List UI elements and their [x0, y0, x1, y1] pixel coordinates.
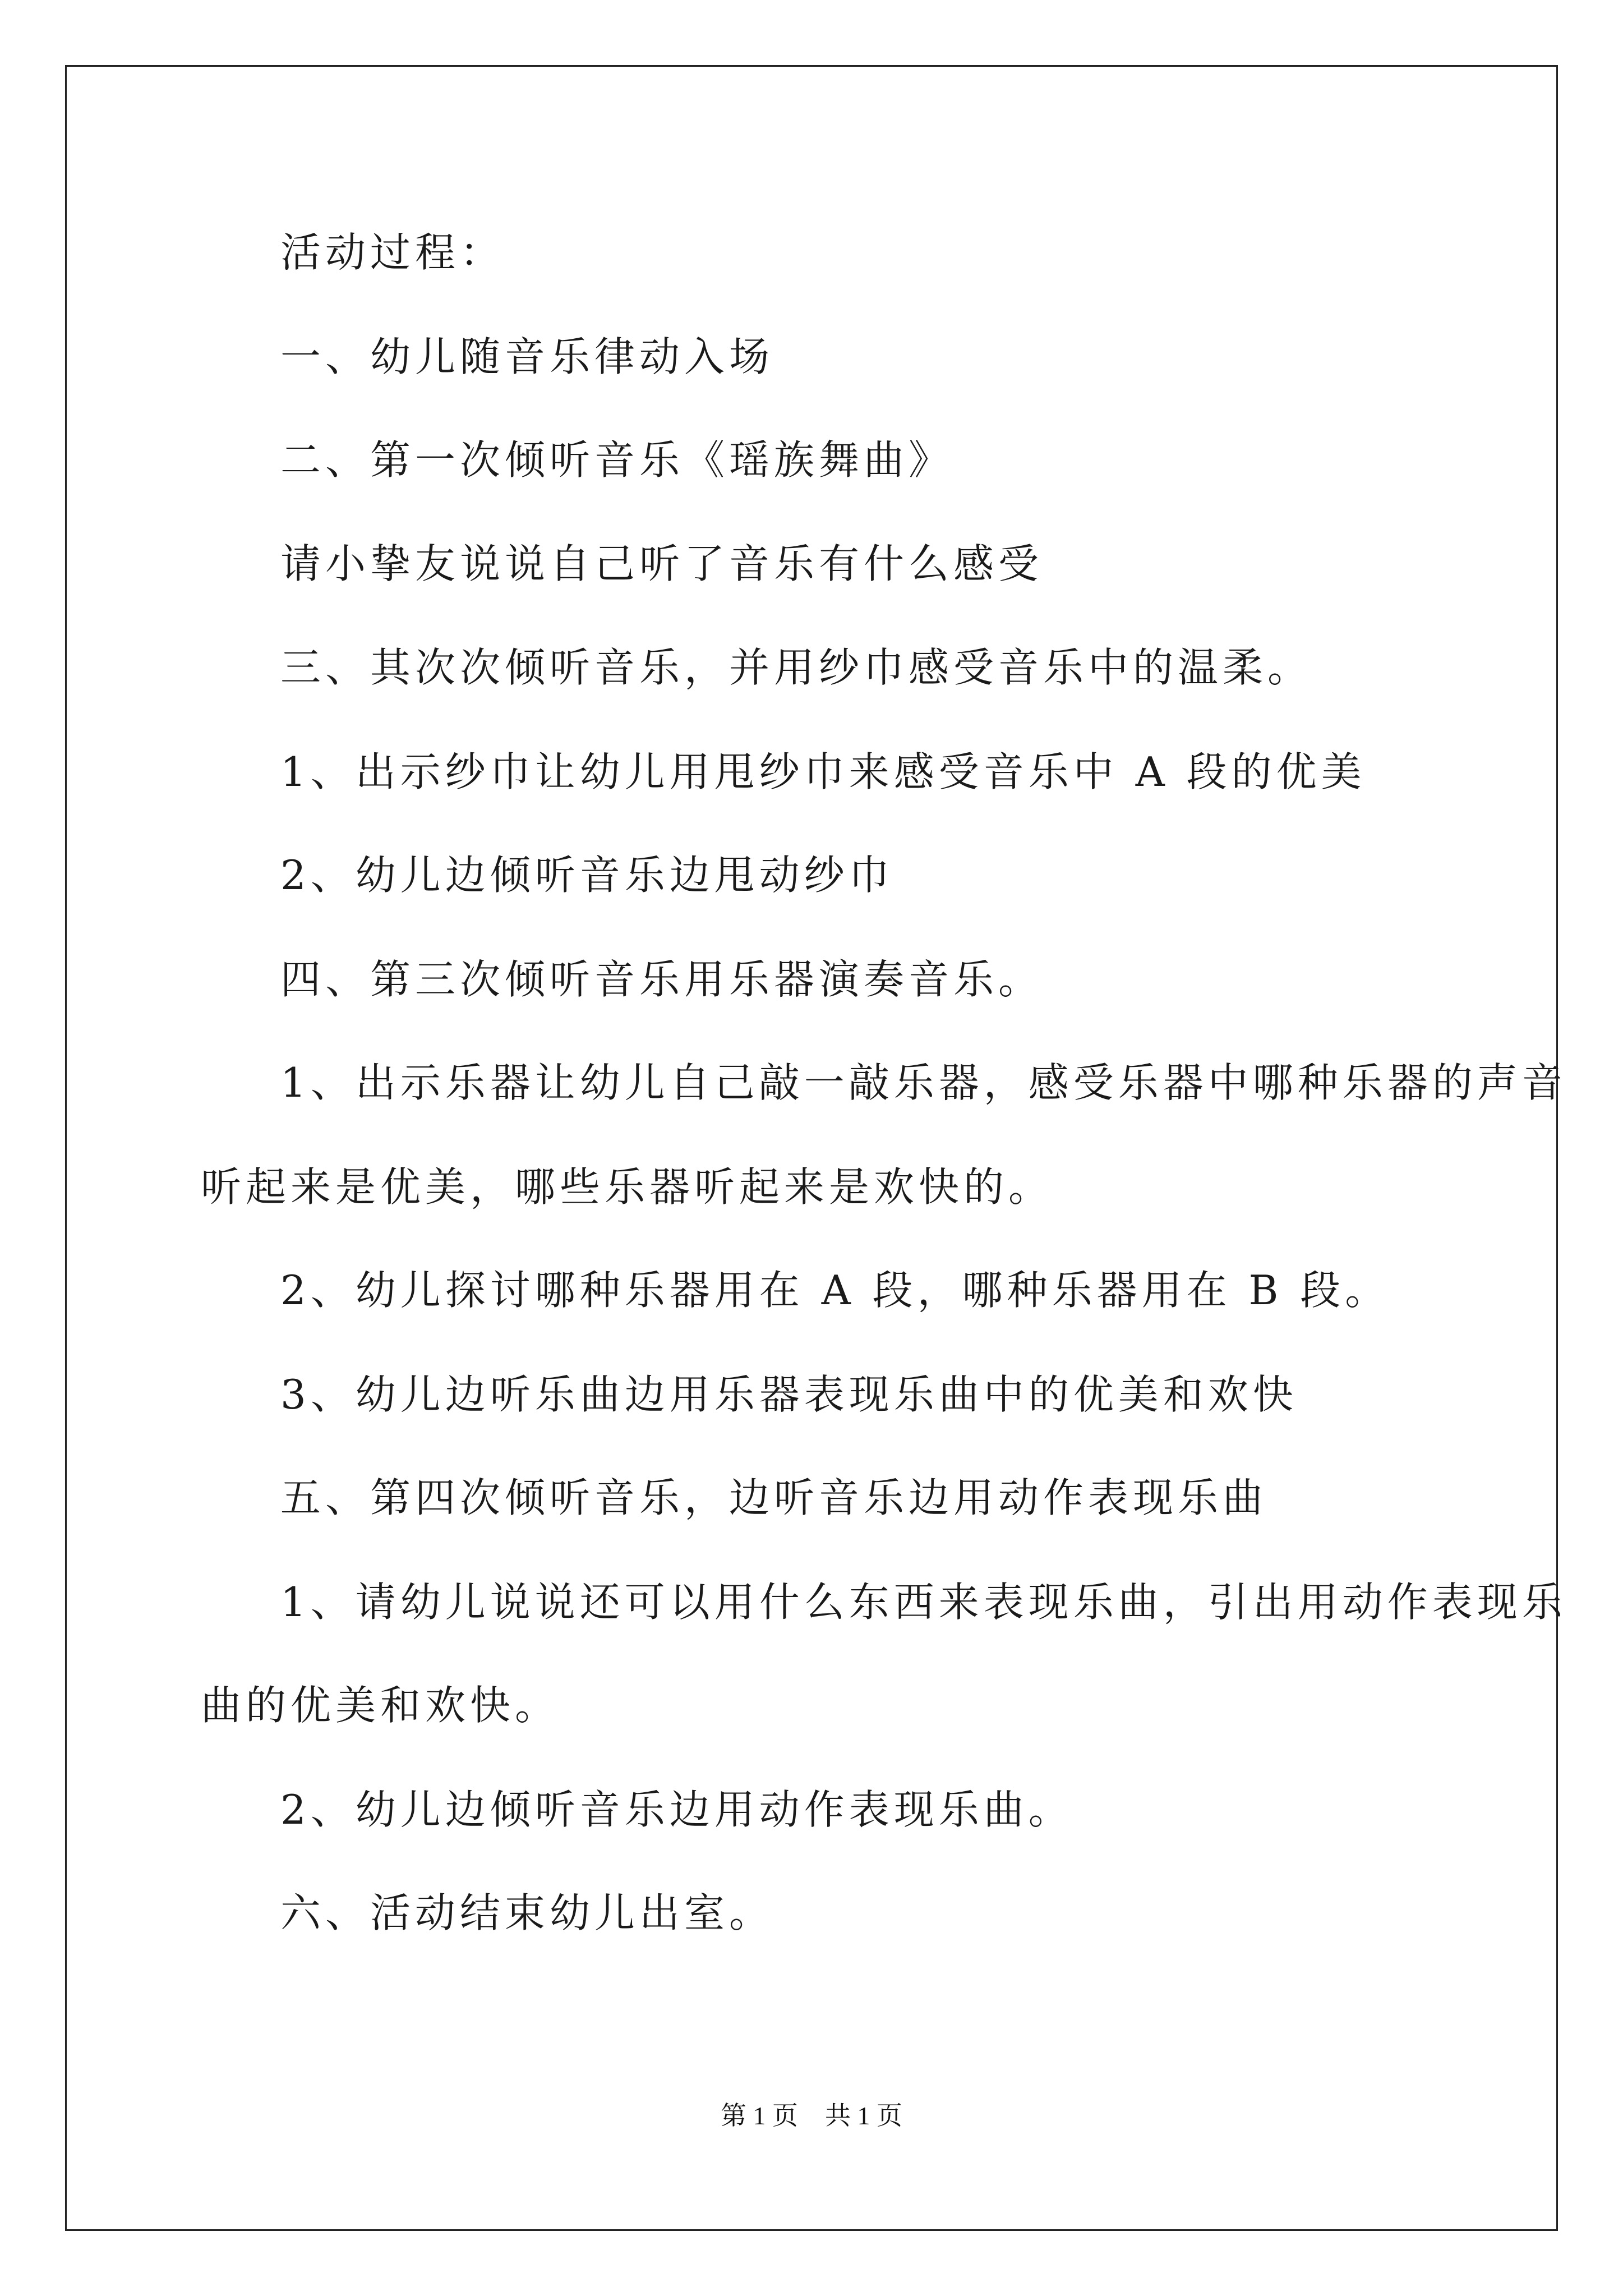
step-one: 一、幼儿随音乐律动入场	[280, 333, 774, 380]
step-five-item-2: 2、幼儿边倾听音乐边用动作表现乐曲。	[280, 1786, 1073, 1833]
step-five-item-1-cont: 曲的优美和欢快。	[201, 1682, 560, 1729]
step-three: 三、其次次倾听音乐，并用纱巾感受音乐中的温柔。	[280, 644, 1313, 691]
section-heading-process: 活动过程：	[280, 229, 505, 276]
step-four-item-1-cont: 听起来是优美，哪些乐器听起来是欢快的。	[201, 1163, 1054, 1211]
step-four-item-3: 3、幼儿边听乐曲边用乐器表现乐曲中的优美和欢快	[280, 1371, 1298, 1418]
step-six: 六、活动结束幼儿出室。	[280, 1889, 774, 1936]
step-four-item-1: 1、出示乐器让幼儿自己敲一敲乐器，感受乐器中哪种乐器的声音	[280, 1059, 1567, 1106]
step-five: 五、第四次倾听音乐，边听音乐边用动作表现乐曲	[280, 1474, 1268, 1521]
step-four: 四、第三次倾听音乐用乐器演奏音乐。	[280, 956, 1044, 1003]
step-three-item-1: 1、出示纱巾让幼儿用甩纱巾来感受音乐中 A 段的优美	[280, 748, 1366, 795]
step-three-item-2: 2、幼儿边倾听音乐边甩动纱巾	[280, 852, 894, 899]
page-number: 第 1 页	[721, 2101, 798, 2130]
step-two: 二、第一次倾听音乐《瑶族舞曲》	[280, 436, 954, 484]
step-five-item-1: 1、请幼儿说说还可以用什么东西来表现乐曲，引出用动作表现乐	[280, 1579, 1567, 1626]
page-footer	[0, 2099, 1623, 2133]
step-four-item-2: 2、幼儿探讨哪种乐器用在 A 段，哪种乐器用在 B 段。	[280, 1267, 1390, 1314]
step-two-detail: 请小挚友说说自己听了音乐有什么感受	[280, 540, 1044, 587]
page-total: 共 1 页	[825, 2101, 902, 2130]
